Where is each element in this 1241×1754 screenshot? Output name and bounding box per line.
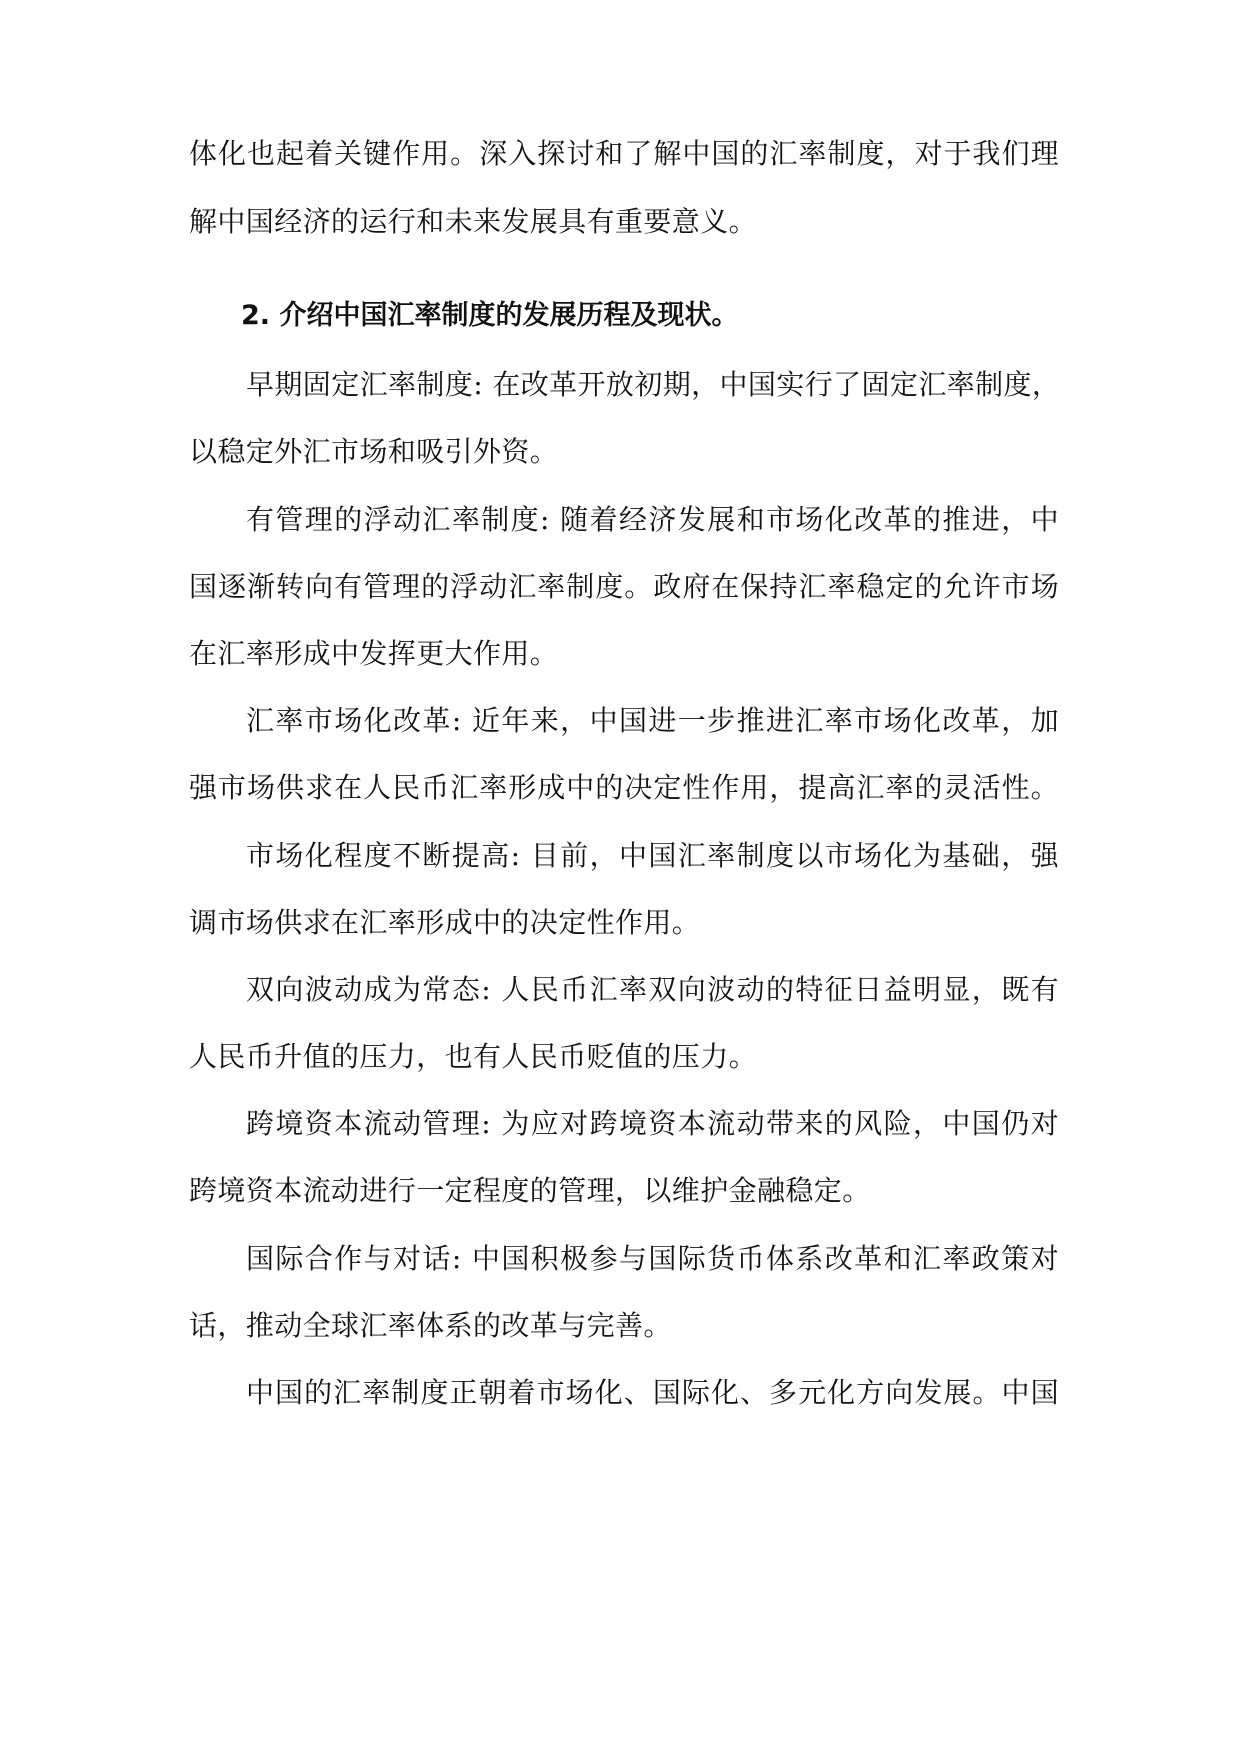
paragraph-2-line-2: 国逐渐转向有管理的浮动汇率制度。政府在保持汇率稳定的允许市场 xyxy=(189,570,1059,603)
paragraph-6-line-1: 跨境资本流动管理: 为应对跨境资本流动带来的风险，中国仍对 xyxy=(246,1107,1059,1140)
paragraph-8-line-1: 中国的汇率制度正朝着市场化、国际化、多元化方向发展。中国 xyxy=(246,1376,1059,1409)
paragraph-4-line-1: 市场化程度不断提高: 目前，中国汇率制度以市场化为基础，强 xyxy=(246,839,1059,872)
paragraph-4-line-2: 调市场供求在汇率形成中的决定性作用。 xyxy=(189,906,701,939)
paragraph-1-line-2: 以稳定外汇市场和吸引外资。 xyxy=(189,435,559,468)
intro-line-2: 解中国经济的运行和未来发展具有重要意义。 xyxy=(189,205,758,238)
section-heading: 2. 介绍中国汇率制度的发展历程及现状。 xyxy=(241,300,739,331)
paragraph-5-line-1: 双向波动成为常态: 人民币汇率双向波动的特征日益明显，既有 xyxy=(246,973,1059,1006)
paragraph-1-line-1: 早期固定汇率制度: 在改革开放初期，中国实行了固定汇率制度， xyxy=(246,368,1061,401)
paragraph-2-line-1: 有管理的浮动汇率制度: 随着经济发展和市场化改革的推进，中 xyxy=(246,503,1059,536)
paragraph-7-line-1: 国际合作与对话: 中国积极参与国际货币体系改革和汇率政策对 xyxy=(246,1242,1059,1275)
paragraph-3-line-2: 强市场供求在人民币汇率形成中的决定性作用，提高汇率的灵活性。 xyxy=(189,771,1059,804)
intro-line-1: 体化也起着关键作用。深入探讨和了解中国的汇率制度，对于我们理 xyxy=(189,137,1059,170)
paragraph-2-line-3: 在汇率形成中发挥更大作用。 xyxy=(189,637,559,670)
paragraph-3-line-1: 汇率市场化改革: 近年来，中国进一步推进汇率市场化改革，加 xyxy=(246,704,1059,737)
paragraph-5-line-2: 人民币升值的压力，也有人民币贬值的压力。 xyxy=(189,1040,758,1073)
paragraph-7-line-2: 话，推动全球汇率体系的改革与完善。 xyxy=(189,1309,672,1342)
paragraph-6-line-2: 跨境资本流动进行一定程度的管理，以维护金融稳定。 xyxy=(189,1174,871,1207)
